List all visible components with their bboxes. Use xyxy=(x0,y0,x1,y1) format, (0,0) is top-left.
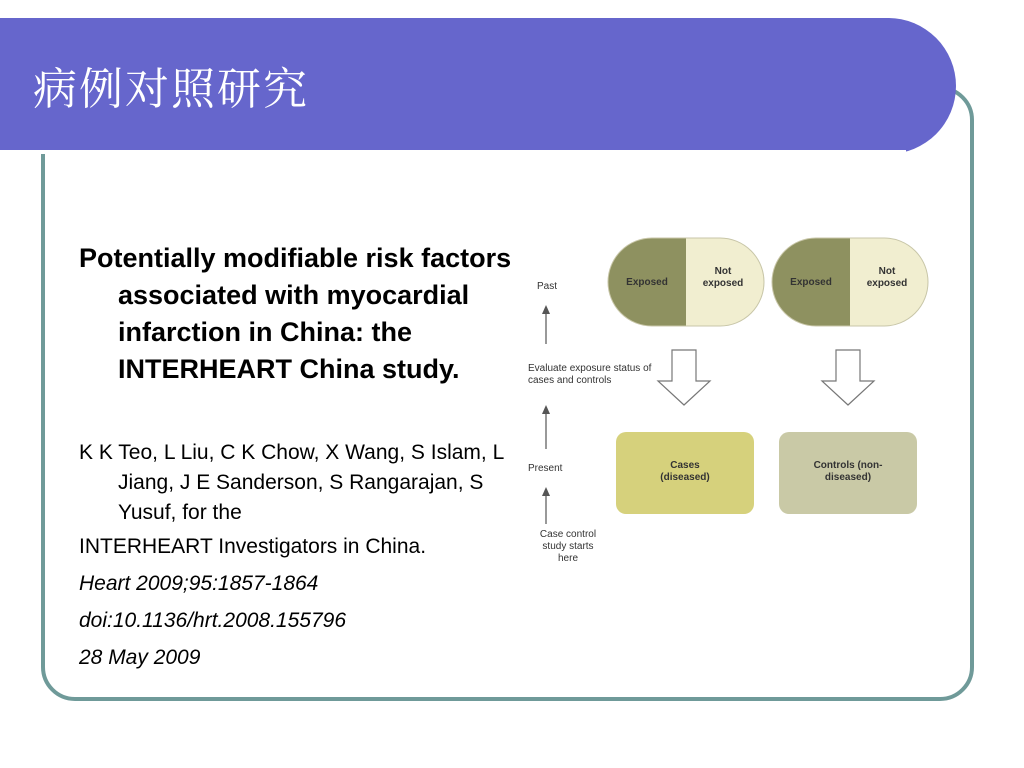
controls-label: Controls (non-diseased) xyxy=(813,460,883,483)
article-title: Potentially modifiable risk factors associated with myocardial infarction in China: the INTERHEART China study. xyxy=(79,243,512,384)
left-not-exposed-label: Not exposed xyxy=(702,266,744,289)
right-not-exposed-label: Not exposed xyxy=(866,266,908,289)
down-arrow-right xyxy=(822,350,874,405)
timeline-start: Case control study starts here xyxy=(539,529,597,564)
timeline-past: Past xyxy=(537,281,558,292)
article-authors: K K Teo, L Liu, C K Chow, X Wang, S Islam, L Jiang, J E Sanderson, S Rangarajan, S Yusuf, for the xyxy=(79,441,504,524)
timeline-evaluate: Evaluate exposure status of cases and controls xyxy=(528,363,652,386)
timeline-arrow-middle xyxy=(542,405,550,449)
article-doi: doi:10.1136/hrt.2008.155796 xyxy=(79,609,347,632)
timeline-arrow-lower xyxy=(542,487,550,524)
down-arrow-left xyxy=(658,350,710,405)
left-exposed-label: Exposed xyxy=(626,277,668,288)
slide-title: 病例对照研究 xyxy=(33,64,309,115)
cases-label: Cases (diseased) xyxy=(660,460,710,483)
article-journal: Heart 2009;95:1857-1864 xyxy=(79,572,319,595)
case-control-diagram xyxy=(520,234,930,574)
timeline-present: Present xyxy=(528,463,563,474)
right-exposed-label: Exposed xyxy=(790,277,832,288)
title-underline xyxy=(0,150,906,154)
timeline-arrow-upper xyxy=(542,305,550,344)
article-group: INTERHEART Investigators in China. xyxy=(79,535,427,558)
citation-block xyxy=(79,240,519,676)
title-bar xyxy=(0,18,956,154)
article-date: 28 May 2009 xyxy=(79,646,201,669)
